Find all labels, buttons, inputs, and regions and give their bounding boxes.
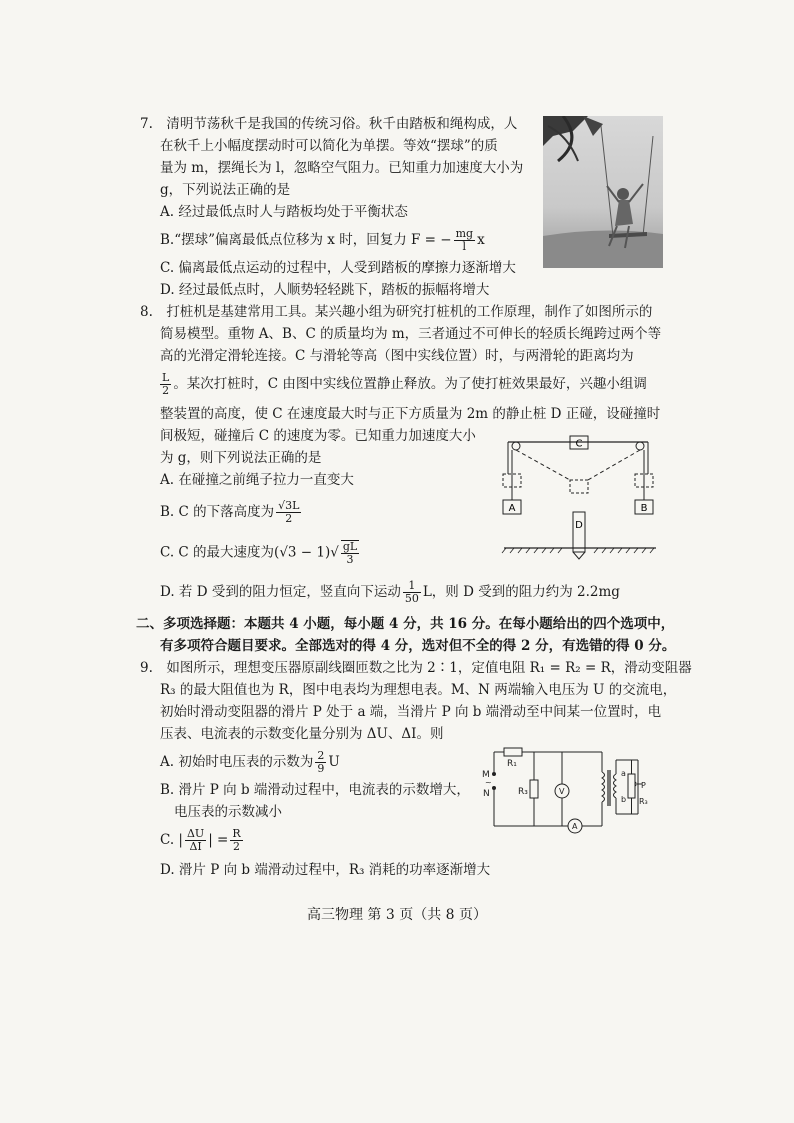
q8-line-2: 简易模型。重物 A、B、C 的质量均为 m，三者通过不可伸长的轻质长绳跨过两个等 <box>160 326 662 342</box>
label-ammeter: A <box>572 822 578 831</box>
q9-c-fraction-2: $\frac{R}{2}$ <box>232 827 241 853</box>
q8-line-3: 高的光滑定滑轮连接。C 与滑轮等高（图中实线位置）时，与两滑轮的距离均为 <box>160 348 634 364</box>
q7-line-4: g，下列说法正确的是 <box>160 182 291 198</box>
q9-c-fraction: $\frac{\Delta U}{\Delta I}$ <box>186 827 205 853</box>
right-pulley <box>636 442 644 450</box>
q8-line-5: 整装置的高度，使 C 在速度最大时与正下方质量为 2m 的静止桩 D 正碰，设碰撞时 <box>160 406 661 422</box>
q9-line-1: 9. 如图所示，理想变压器原副线圈匝数之比为 2∶1，定值电阻 R₁ = R₂ = R，滑动变阻器 <box>140 660 692 676</box>
q7-line-3: 量为 m，摆绳长为 l，忽略空气阻力。已知重力加速度大小为 <box>160 160 524 176</box>
q9-line-4: 压表、电流表的示数变化量分别为 ΔU、ΔI。则 <box>160 726 444 742</box>
rheostat-r3 <box>628 774 635 798</box>
q7-option-a: A. 经过最低点时人与踏板均处于平衡状态 <box>160 204 408 220</box>
label-n: N <box>483 789 490 799</box>
q7-option-b: B.“摆球”偏离最低点位移为 x 时，回复力 F = − $\frac{mg}{l}$ x <box>160 227 485 253</box>
q7-b-fraction: $\frac{mg}{l}$ <box>455 227 474 253</box>
transformer-circuit-diagram <box>476 744 652 836</box>
q7-line-1: 7. 清明节荡秋千是我国的传统习俗。秋千由踏板和绳构成，人 <box>140 116 518 132</box>
q7-option-d: D. 经过最低点时，人顺势轻轻跳下，踏板的振幅将增大 <box>160 282 490 298</box>
q8-d-fraction: $\frac{1}{50}$ <box>404 579 419 605</box>
q7-line-2: 在秋千上小幅度摆动时可以简化为单摆。等效“摆球”的质 <box>160 138 498 154</box>
label-v: V <box>559 787 565 796</box>
pile-driver-diagram <box>500 432 662 562</box>
label-m: M <box>482 770 490 780</box>
label-d: D <box>575 520 583 531</box>
label-a-end: a <box>621 769 626 778</box>
q7-option-c: C. 偏离最低点运动的过程中，人受到踏板的摩擦力逐渐增大 <box>160 260 516 276</box>
section2-heading-2: 有多项符合题目要求。全部选对的得 4 分，选对但不全的得 2 分，有选错的得 0 分。 <box>160 638 676 654</box>
q9-option-a: A. 初始时电压表的示数为 $\frac{2}{9}$ U <box>160 749 340 775</box>
label-c: C <box>575 438 583 450</box>
q8-c-fraction: $\frac{gL}{3}$ <box>342 540 358 566</box>
q8-line-1: 8. 打桩机是基建常用工具。某兴趣小组为研究打桩机的工作原理，制作了如图所示的 <box>140 304 653 320</box>
label-b: B <box>640 503 648 514</box>
q9-option-b-line-2: 电压表的示数减小 <box>174 804 282 820</box>
label-r1: R₁ <box>507 759 517 769</box>
q8-line-6: 间极短，碰撞后 C 的速度为零。已知重力加速度大小 <box>160 428 476 444</box>
resistor-r2 <box>530 780 538 798</box>
left-pulley <box>512 442 520 450</box>
q8-line-4: $\frac{L}{2}$ 。某次打桩时，C 由图中实线位置静止释放。为了使打桩效果最好，兴趣小组调 <box>162 371 647 397</box>
q8-option-b: B. C 的下落高度为 $\frac{√3L}{2}$ <box>160 499 300 525</box>
secondary-coil <box>614 774 617 798</box>
label-b-end: b <box>621 795 627 804</box>
q9-option-c: C. | $\frac{\Delta U}{\Delta I}$ | = $\frac{R}{2}$ <box>160 827 241 853</box>
page-footer: 高三物理 第 3 页（共 8 页） <box>306 907 488 923</box>
label-r3: R₃ <box>639 797 648 806</box>
mass-c-dashed <box>570 480 588 493</box>
swing-photo <box>543 116 663 268</box>
q8-option-a: A. 在碰撞之前绳子拉力一直变大 <box>160 472 354 488</box>
section2-heading-1: 二、多项选择题：本题共 4 小题，每小题 4 分，共 16 分。在每小题给出的四个选项中， <box>136 616 675 632</box>
pile-d <box>573 512 585 552</box>
q8-b-fraction: $\frac{√3L}{2}$ <box>278 499 300 525</box>
q9-option-d: D. 滑片 P 向 b 端滑动过程中，R₃ 消耗的功率逐渐增大 <box>160 862 491 878</box>
q8-line-7: 为 g，则下列说法正确的是 <box>160 450 322 466</box>
q9-option-b-line-1: B. 滑片 P 向 b 端滑动过程中，电流表的示数增大， <box>160 782 470 798</box>
resistor-r1 <box>504 748 522 756</box>
q9-line-2: R₃ 的最大阻值也为 R，图中电表均为理想电表。M、N 两端输入电压为 U 的交流电， <box>160 682 677 698</box>
q8-option-c: C. C 的最大速度为(√3 − 1)√ $\frac{gL}{3}$ <box>160 540 358 566</box>
label-p: P <box>641 781 646 790</box>
q8-l-over-2: $\frac{L}{2}$ <box>162 371 170 397</box>
q9-line-3: 初始时滑动变阻器的滑片 P 处于 a 端，当滑片 P 向 b 端滑动至中间某一位置时，电 <box>160 704 662 720</box>
q9-a-fraction: $\frac{2}{9}$ <box>317 749 325 775</box>
label-ac: ~ <box>485 778 492 787</box>
label-a: A <box>508 503 516 514</box>
primary-coil <box>602 772 605 802</box>
label-r2: R₃ <box>518 787 528 797</box>
q8-option-d: D. 若 D 受到的阻力恒定，竖直向下运动 $\frac{1}{50}$ L，则 D 受到的阻力约为 2.2mg <box>160 579 620 605</box>
